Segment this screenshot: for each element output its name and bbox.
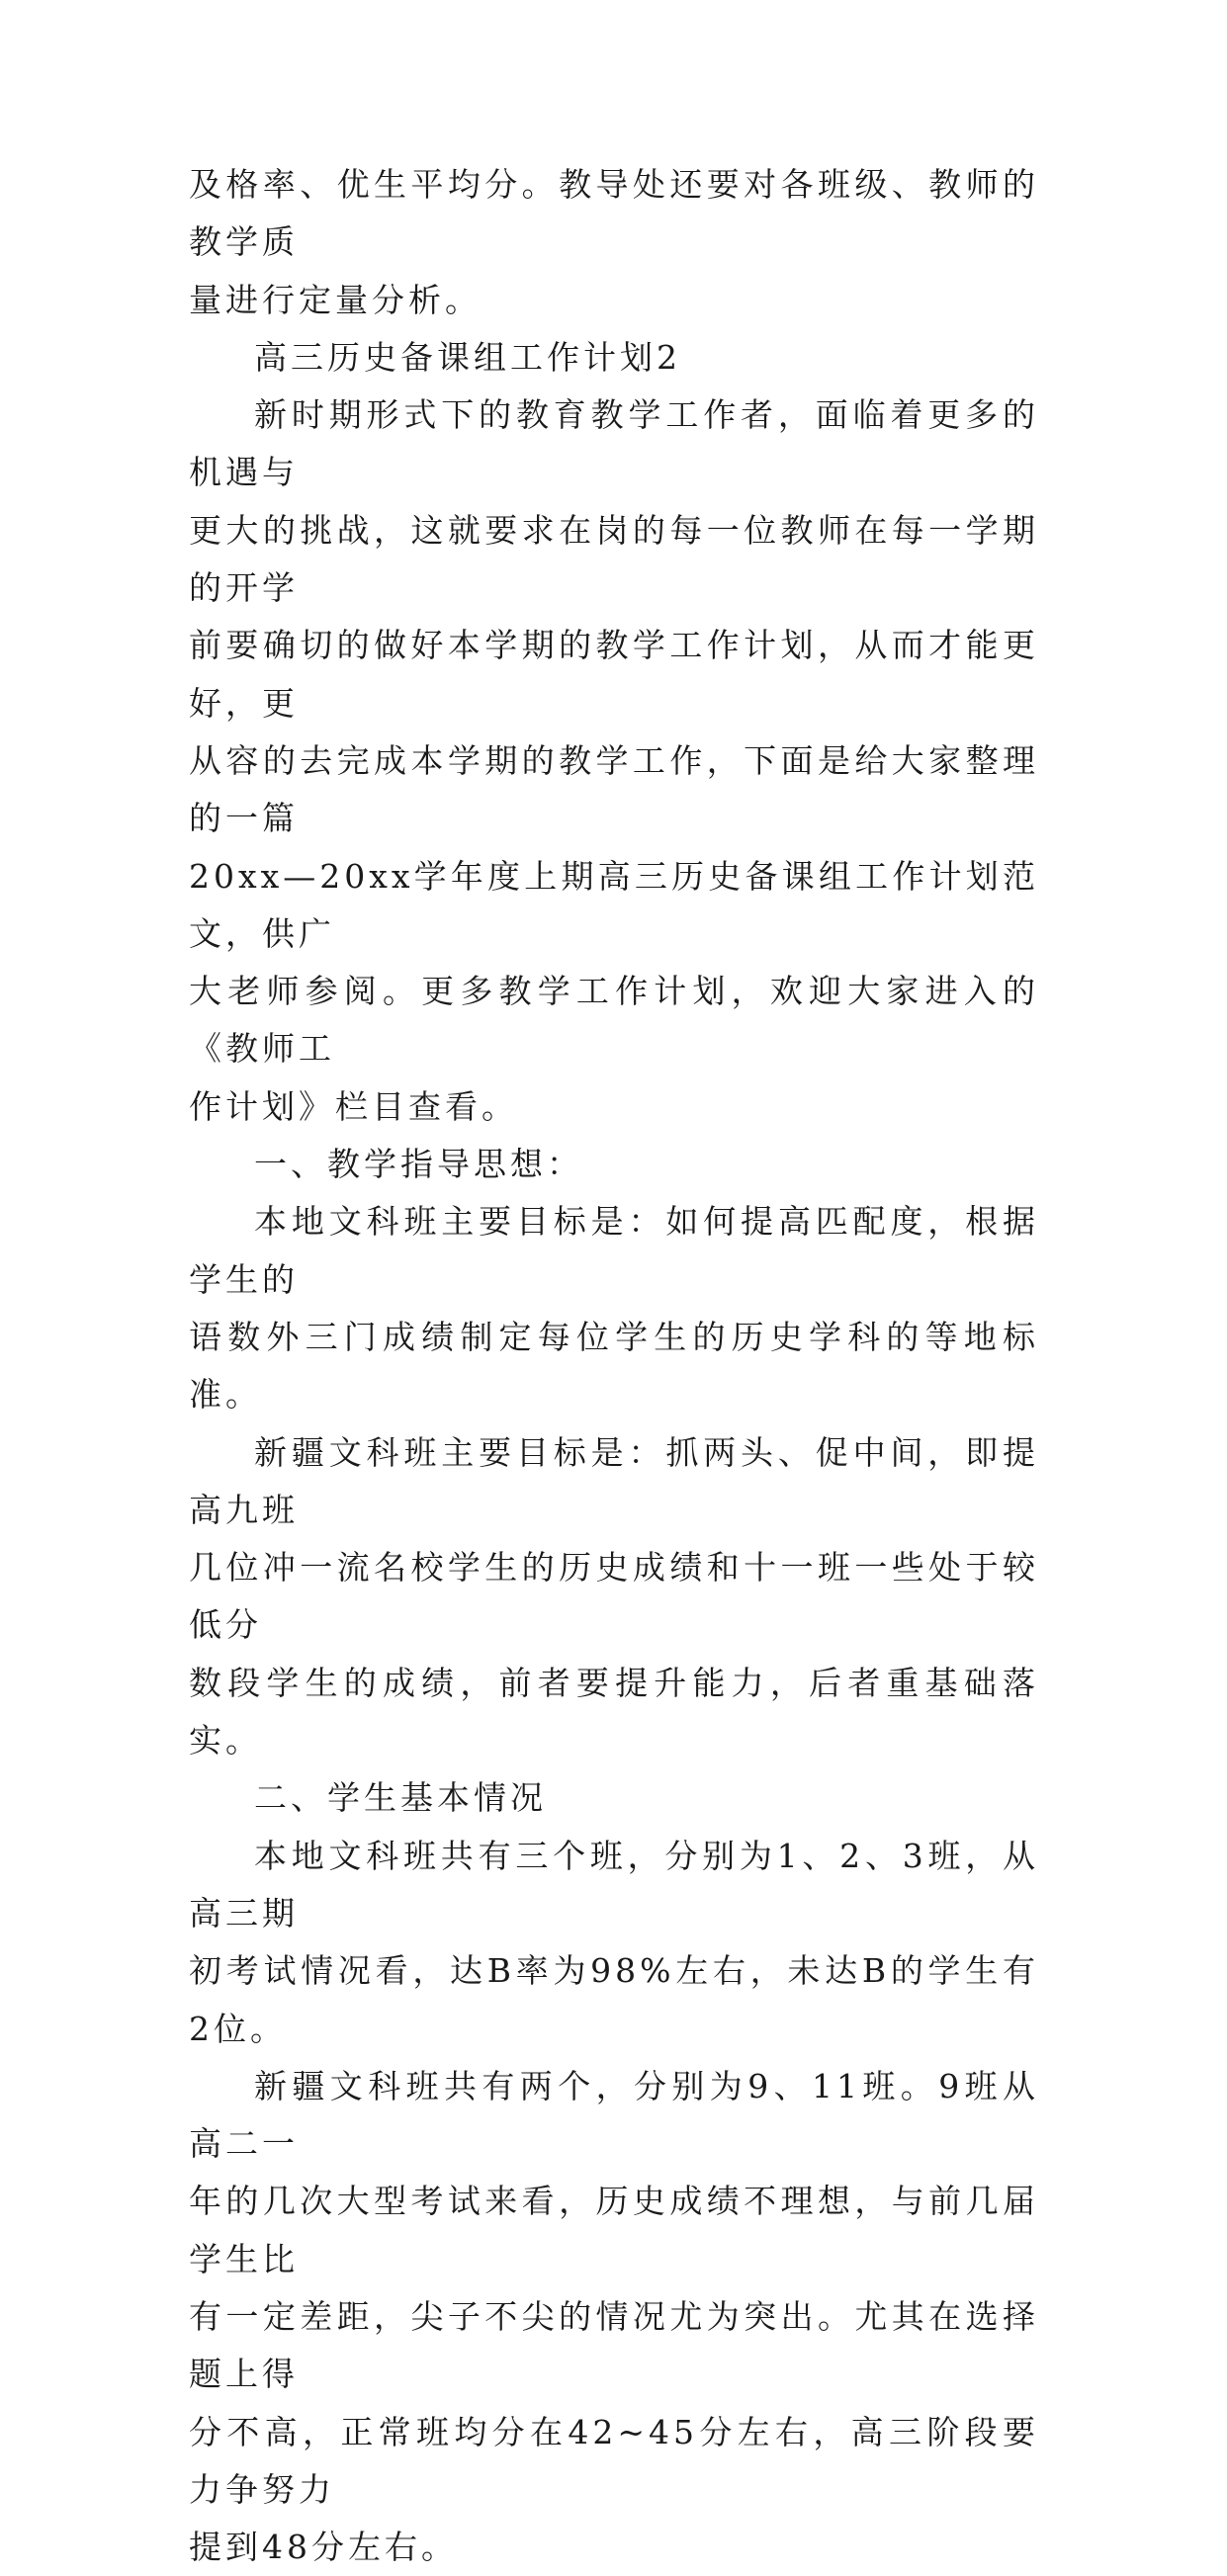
section-title bbox=[189, 329, 1039, 386]
text-line: 大老师参阅。更多教学工作计划，欢迎大家进入的《教师工 bbox=[189, 972, 1039, 1069]
paragraph-local-classes bbox=[189, 1828, 1039, 2058]
text-line: 高三历史备课组工作计划2 bbox=[254, 337, 681, 377]
paragraph-intro bbox=[189, 386, 1039, 1136]
text-line: 更大的挑战，这就要求在岗的每一位教师在每一学期的开学 bbox=[189, 510, 1039, 608]
text-line: 20xx—20xx学年度上期高三历史备课组工作计划范文，供广 bbox=[189, 856, 1039, 953]
text-line: 本地文科班主要目标是：如何提高匹配度，根据学生的 bbox=[189, 1202, 1039, 1299]
text-line: 量进行定量分析。 bbox=[189, 280, 482, 319]
text-line: 前要确切的做好本学期的教学工作计划，从而才能更好，更 bbox=[189, 626, 1039, 723]
document-body bbox=[189, 156, 1039, 2576]
text-line: 新时期形式下的教育教学工作者，面临着更多的机遇与 bbox=[189, 395, 1039, 492]
text-line: 初考试情况看，达B率为98%左右，未达B的学生有2位。 bbox=[189, 1951, 1039, 2048]
paragraph-local-goal bbox=[189, 1193, 1039, 1423]
text-line: 数段学生的成绩，前者要提升能力，后者重基础落实。 bbox=[189, 1663, 1039, 1760]
text-line: 及格率、优生平均分。教导处还要对各班级、教师的教学质 bbox=[189, 165, 1039, 262]
text-line: 从容的去完成本学期的教学工作，下面是给大家整理的一篇 bbox=[189, 740, 1039, 838]
text-line: 新疆文科班主要目标是：抓两头、促中间，即提高九班 bbox=[189, 1432, 1039, 1529]
text-line: 作计划》栏目查看。 bbox=[189, 1086, 518, 1126]
text-line: 分不高，正常班均分在42~45分左右，高三阶段要力争努力 bbox=[189, 2412, 1039, 2509]
paragraph-pass-rate bbox=[189, 156, 1039, 329]
text-line: 年的几次大型考试来看，历史成绩不理想，与前几届学生比 bbox=[189, 2182, 1039, 2278]
paragraph-xinjiang-classes bbox=[189, 2058, 1039, 2576]
text-line: 新疆文科班共有两个，分别为9、11班。9班从高二一 bbox=[189, 2066, 1039, 2164]
text-line: 几位冲一流名校学生的历史成绩和十一班一些处于较低分 bbox=[189, 1548, 1039, 1645]
text-line: 本地文科班共有三个班，分别为1、2、3班，从高三期 bbox=[189, 1836, 1039, 1932]
text-line: 语数外三门成绩制定每位学生的历史学科的等地标准。 bbox=[189, 1317, 1039, 1415]
heading-teaching-guidance bbox=[189, 1136, 1039, 1193]
text-line: 提到48分左右。 bbox=[189, 2528, 458, 2567]
text-line: 有一定差距，尖子不尖的情况尤为突出。尤其在选择题上得 bbox=[189, 2296, 1039, 2394]
text-line: 二、学生基本情况 bbox=[254, 1778, 547, 1818]
text-line: 一、教学指导思想： bbox=[254, 1145, 583, 1184]
paragraph-xinjiang-goal bbox=[189, 1424, 1039, 1770]
heading-student-situation bbox=[189, 1769, 1039, 1827]
